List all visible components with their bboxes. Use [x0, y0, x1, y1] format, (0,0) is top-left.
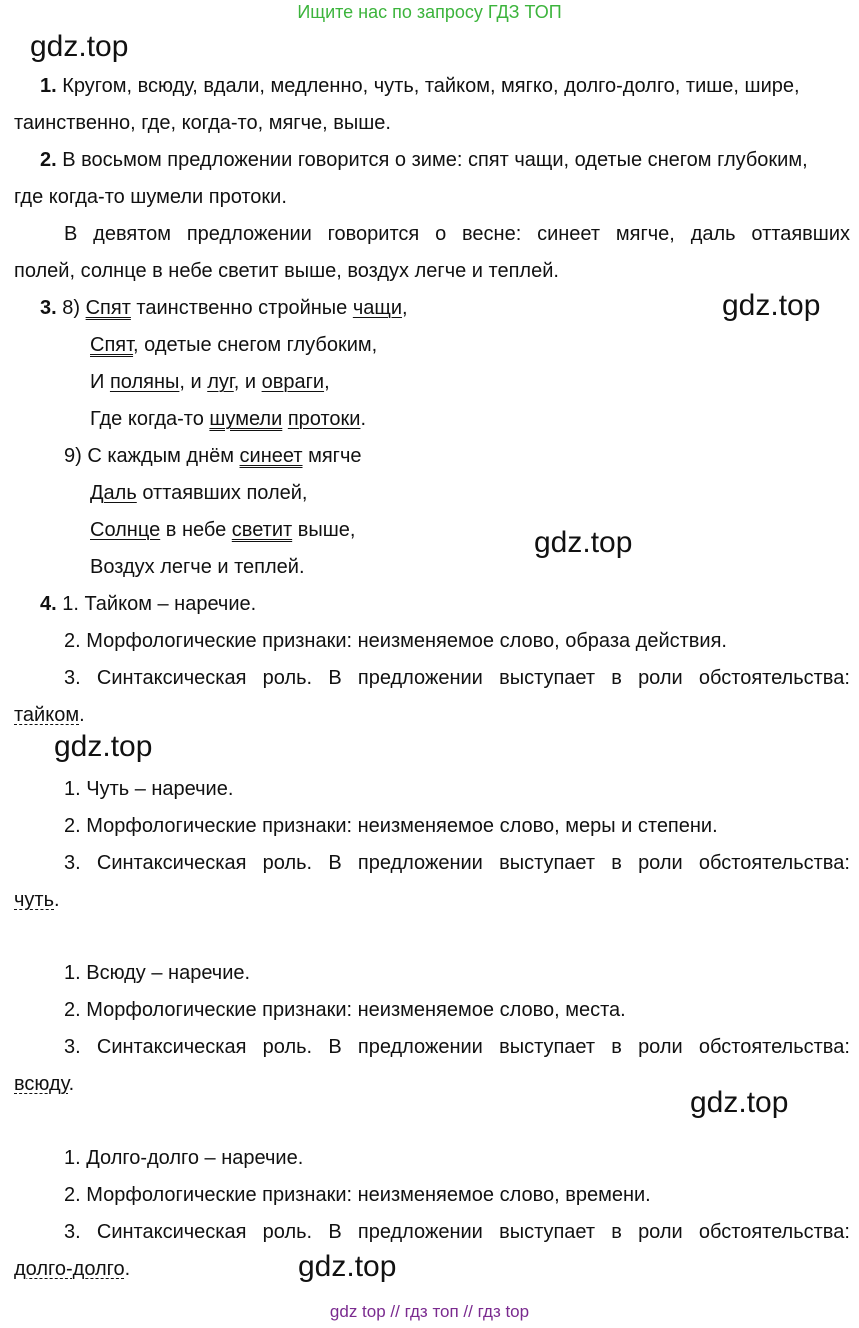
word: предложении — [357, 1036, 483, 1058]
subject: Солнце — [90, 519, 161, 541]
answer-number: 3. — [40, 297, 57, 319]
answer-1-line-1 — [40, 73, 800, 99]
answer-3-line-1 — [40, 295, 408, 321]
word: даль — [690, 223, 736, 245]
word: весне: — [462, 223, 522, 245]
answer-4-block-3-line-1: 1. Всюду – наречие. — [64, 962, 251, 984]
answer-3-line-8: Воздух легче и теплей. — [90, 556, 305, 578]
text: , — [402, 297, 408, 319]
adverbial: долго-долго — [14, 1258, 125, 1280]
answer-text: В восьмом предложении говорится о зиме: спят чащи, одетые снегом глубоким, — [62, 149, 808, 171]
watermark-logo: gdz.top — [54, 730, 153, 763]
answer-3-line-5 — [64, 443, 362, 469]
watermark-logo: gdz.top — [30, 30, 129, 63]
word: девятом — [93, 223, 172, 245]
adverbial: всюду — [14, 1073, 69, 1095]
text: . — [79, 704, 85, 726]
watermark-logo: gdz.top — [534, 526, 633, 559]
watermark-logo: gdz.top — [298, 1250, 397, 1283]
answer-4-block-1-line-2: 2. Морфологические признаки: неизменяемое слово, образа действия. — [64, 630, 727, 652]
text: . — [68, 1073, 75, 1095]
answer-3-line-4 — [90, 406, 366, 432]
text: в небе — [160, 519, 232, 541]
word: предложении — [357, 1221, 483, 1243]
word: говорится — [327, 223, 420, 245]
answer-4-block-1-line-3 — [64, 665, 850, 691]
answer-number: 2. — [40, 149, 57, 171]
adverbial: тайком — [14, 704, 80, 726]
word: роль. — [262, 852, 313, 874]
subject: чащи — [352, 297, 403, 319]
predicate: шумели — [209, 408, 283, 430]
answer-2-line-1 — [40, 147, 808, 173]
sentence-number: 9) — [64, 445, 82, 467]
answer-3-line-3 — [90, 369, 330, 395]
subject: луг — [207, 371, 234, 393]
answer-4-block-4-line-4 — [14, 1256, 130, 1282]
word: в — [611, 667, 622, 689]
adverbial: чуть — [14, 889, 54, 911]
word: выступает — [499, 1221, 596, 1243]
word: синеет — [537, 223, 601, 245]
word: предложении — [357, 667, 483, 689]
answer-number: 4. — [40, 593, 57, 615]
text: , — [324, 371, 330, 393]
predicate: Спят — [85, 297, 131, 319]
word: предложении — [186, 223, 312, 245]
text: . — [54, 889, 60, 911]
word: В — [328, 667, 342, 689]
answer-4-block-2-line-1: 1. Чуть – наречие. — [64, 778, 234, 800]
answer-4-block-1-line-4 — [14, 702, 85, 728]
subject: поляны — [109, 371, 180, 393]
text: 1. Тайком – наречие. — [62, 593, 257, 615]
word: выступает — [499, 852, 596, 874]
text: , и — [179, 371, 208, 393]
word: В — [328, 852, 342, 874]
word: роли — [638, 1036, 683, 1058]
answer-4-block-4-line-2: 2. Морфологические признаки: неизменяемое слово, времени. — [64, 1184, 651, 1206]
word: роли — [638, 667, 683, 689]
word: обстоятельства: — [698, 852, 850, 874]
word: обстоятельства: — [698, 1036, 850, 1058]
subject: Даль — [90, 482, 137, 504]
word: предложении — [357, 852, 483, 874]
word: В — [328, 1221, 342, 1243]
text: . — [360, 408, 367, 430]
footer-links[interactable]: gdz top // гдз топ // гдз top — [329, 1302, 530, 1321]
word: Синтаксическая — [96, 852, 247, 874]
answer-4-block-3-line-3 — [64, 1034, 850, 1060]
word: роль. — [262, 1221, 313, 1243]
answer-4-block-3-line-2: 2. Морфологические признаки: неизменяемое слово, места. — [64, 999, 626, 1021]
predicate: светит — [231, 519, 293, 541]
word: 3. — [64, 1036, 81, 1058]
word: обстоятельства: — [698, 1221, 850, 1243]
answer-3-line-2 — [90, 332, 377, 358]
word: выступает — [499, 667, 596, 689]
word: 3. — [64, 667, 81, 689]
word: роль. — [262, 667, 313, 689]
text: Где когда-то — [90, 408, 210, 430]
answer-4-block-4-line-3 — [64, 1219, 850, 1245]
answer-text: Кругом, всюду, вдали, медленно, чуть, тайком, мягко, долго-долго, тише, шире, — [62, 75, 800, 97]
sentence-number: 8) — [62, 297, 81, 319]
text: таинственно стройные — [130, 297, 353, 319]
text: , одетые снегом глубоким, — [133, 334, 378, 356]
word: Синтаксическая — [96, 1036, 247, 1058]
word: обстоятельства: — [698, 667, 850, 689]
answer-4-block-2-line-2: 2. Морфологические признаки: неизменяемое слово, меры и степени. — [64, 815, 718, 837]
text: . — [124, 1258, 131, 1280]
word: 3. — [64, 852, 81, 874]
text: выше, — [292, 519, 356, 541]
text: оттаявших полей, — [136, 482, 308, 504]
text: , и — [233, 371, 262, 393]
answer-4-block-2-line-4 — [14, 887, 60, 913]
word: роли — [638, 852, 683, 874]
answer-1-line-2: таинственно, где, когда-то, мягче, выше. — [14, 112, 391, 134]
text: С каждым днём — [87, 445, 240, 467]
word: роли — [638, 1221, 683, 1243]
answer-2-line-2: где когда-то шумели протоки. — [14, 186, 287, 208]
answer-3-line-7 — [90, 517, 355, 543]
watermark-logo: gdz.top — [722, 289, 821, 322]
word: в — [611, 1036, 622, 1058]
subject: протоки — [287, 408, 361, 430]
word: мягче, — [615, 223, 675, 245]
predicate: Спят — [90, 334, 134, 356]
answer-4-block-1-line-1 — [40, 591, 256, 617]
watermark-logo: gdz.top — [690, 1086, 789, 1119]
answer-4-block-2-line-3 — [64, 850, 850, 876]
predicate: синеет — [239, 445, 303, 467]
word: 3. — [64, 1221, 81, 1243]
text: мягче — [302, 445, 362, 467]
word: оттаявших — [751, 223, 850, 245]
word: роль. — [262, 1036, 313, 1058]
word: о — [435, 223, 447, 245]
word: выступает — [499, 1036, 596, 1058]
answer-2-paragraph-2-line-2: полей, солнце в небе светит выше, воздух легче и теплей. — [14, 260, 559, 282]
word: в — [611, 852, 622, 874]
answer-number: 1. — [40, 75, 57, 97]
answer-4-block-3-line-4 — [14, 1071, 74, 1097]
answer-4-block-4-line-1: 1. Долго-долго – наречие. — [64, 1147, 304, 1169]
search-banner[interactable]: Ищите нас по запросу ГДЗ ТОП — [297, 2, 562, 22]
text: И — [90, 371, 110, 393]
answer-2-paragraph-2-line-1 — [64, 221, 850, 247]
answer-3-line-6 — [90, 480, 308, 506]
word: в — [611, 1221, 622, 1243]
subject: овраги — [261, 371, 325, 393]
word: В — [328, 1036, 342, 1058]
word: Синтаксическая — [96, 667, 247, 689]
word: Синтаксическая — [96, 1221, 247, 1243]
word: В — [64, 223, 78, 245]
